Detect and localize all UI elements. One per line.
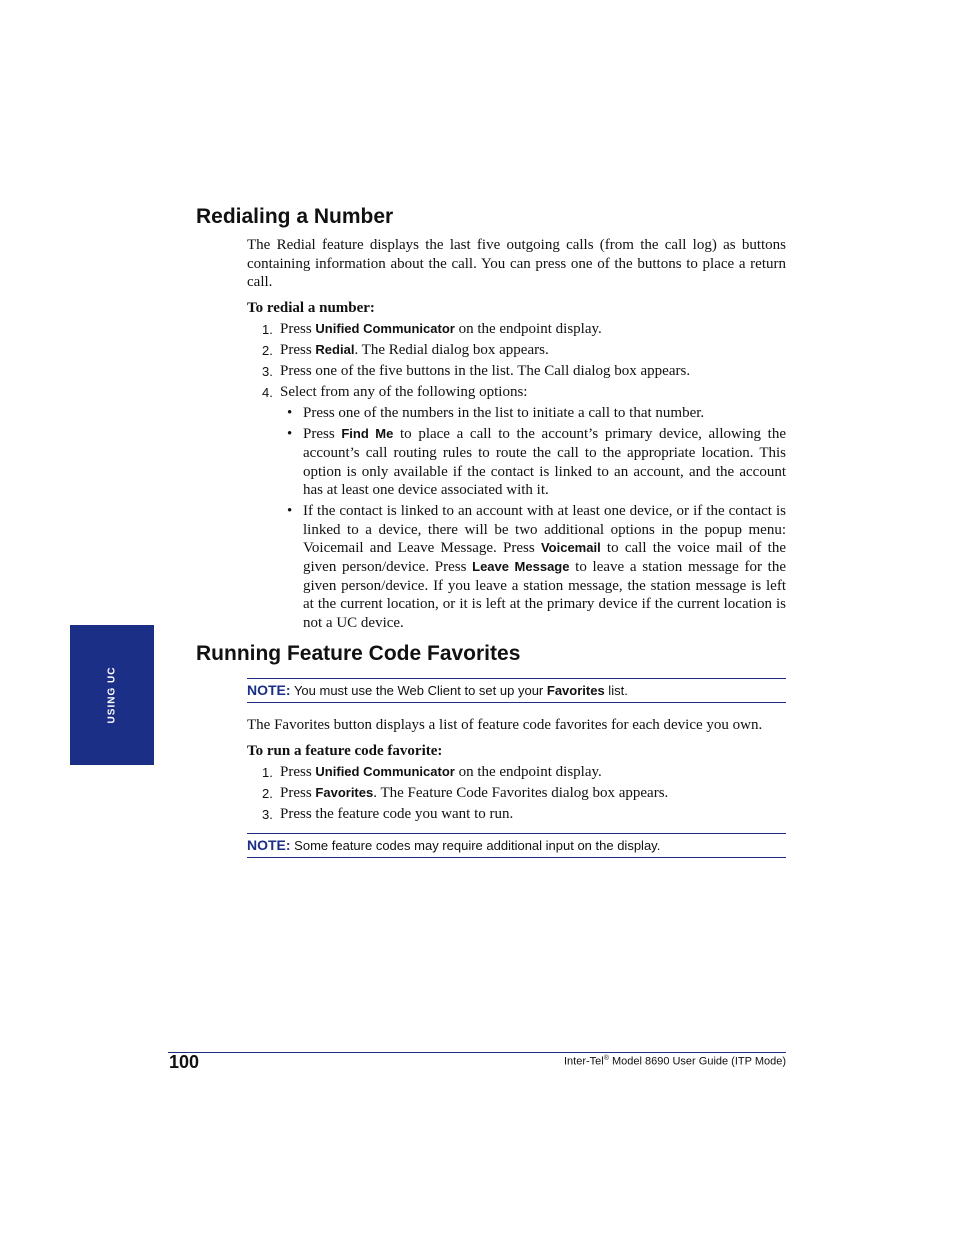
side-tab-label: USING UC bbox=[106, 666, 118, 724]
page-number: 100 bbox=[169, 1052, 200, 1072]
ui-label: Favorites bbox=[315, 784, 374, 800]
footer-title: Inter-Tel® Model 8690 User Guide (ITP Mode) bbox=[563, 1055, 786, 1068]
list-item: 3. Press the feature code you want to run. bbox=[262, 805, 514, 822]
side-tab bbox=[70, 625, 154, 765]
section-favorites-body bbox=[247, 716, 786, 823]
ui-label: Favorites bbox=[546, 683, 605, 698]
footer-divider bbox=[168, 1052, 786, 1053]
steps-list bbox=[247, 320, 786, 402]
ui-label: Voicemail bbox=[540, 540, 601, 556]
ui-label: Unified Communicator bbox=[315, 320, 455, 336]
heading-redialing: Redialing a Number bbox=[196, 205, 394, 228]
procedure-title: To run a feature code favorite: bbox=[247, 742, 443, 759]
list-item: • Press one of the numbers in the list to initiate a call to that number. bbox=[287, 405, 705, 422]
list-item: • Press Find Me to place a call to the account’s primary device, allowing the account’s call routing rules to route the call to the appropriate location. This option is only available if the contact is linked to an account, and the account has at least one device associated with it. bbox=[287, 426, 786, 499]
ui-label: Leave Message bbox=[472, 559, 570, 574]
ui-label: Redial bbox=[315, 341, 355, 357]
section-redialing-body bbox=[247, 236, 786, 632]
intro-paragraph: The Favorites button displays a list of feature code favorites for each device you own. bbox=[247, 717, 763, 733]
heading-running-favorites: Running Feature Code Favorites bbox=[196, 642, 521, 665]
list-item: 3. Press one of the five buttons in the list. The Call dialog box appears. bbox=[262, 363, 691, 380]
ui-label: Unified Communicator bbox=[315, 763, 455, 779]
list-item: 2. Press Redial. The Redial dialog box appears. bbox=[262, 341, 549, 358]
list-item: 1. Press Unified Communicator on the endpoint display. bbox=[262, 320, 602, 337]
steps-list bbox=[247, 763, 786, 824]
note-label: NOTE: bbox=[247, 682, 291, 698]
list-item: 4. Select from any of the following options: bbox=[262, 384, 528, 401]
note-box: NOTE: You must use the Web Client to set up your Favorites list. bbox=[247, 678, 786, 703]
note-label: NOTE: bbox=[247, 837, 291, 853]
list-item: 2. Press Favorites. The Feature Code Favorites dialog box appears. bbox=[262, 784, 669, 801]
list-item: • If the contact is linked to an account with at least one device, or if the contact is linked to a device, there will be two additional options in the popup menu: Voicemail and Leave Message. Press Voicemail to call the voice mail of the given person/device. Press Leave Message to leave a station message for the given person/device. If you leave a station message, the station message is left at the current location, or it is left at the primary device if the current location is not a UC device. bbox=[287, 503, 786, 631]
options-list bbox=[247, 404, 786, 632]
intro-paragraph: The Redial feature displays the last five outgoing calls (from the call log) as buttons containing information about the call. You can press one of the buttons to place a return call. bbox=[247, 237, 786, 291]
note-box: NOTE: Some feature codes may require additional input on the display. bbox=[247, 833, 786, 858]
procedure-title: To redial a number: bbox=[247, 299, 375, 316]
ui-label: Find Me bbox=[341, 426, 394, 442]
list-item: 1. Press Unified Communicator on the endpoint display. bbox=[262, 763, 602, 780]
